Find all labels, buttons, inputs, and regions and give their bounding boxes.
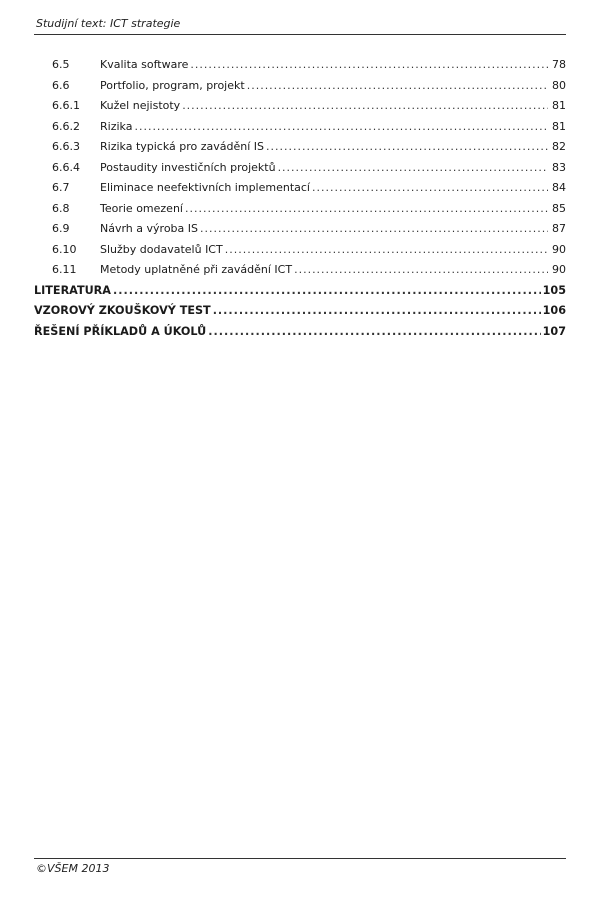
toc-dot-leader	[113, 284, 541, 297]
toc-entry-title: Služby dodavatelů ICT	[100, 242, 223, 256]
toc-entry-title: Návrh a výroba IS	[100, 222, 198, 235]
toc-entry-number: 6.6.2	[52, 119, 80, 133]
toc-main-entry	[34, 284, 566, 305]
toc-entry	[34, 79, 566, 100]
toc-entry-title: Eliminace neefektivních implementací	[100, 181, 310, 194]
toc-entry-page: 81	[552, 119, 566, 133]
toc-main-entry-page: 107	[542, 324, 566, 338]
toc-entry	[34, 58, 566, 79]
toc-dot-leader	[200, 222, 548, 235]
toc-entry-number: 6.9	[52, 222, 70, 235]
toc-dot-leader	[312, 181, 548, 194]
toc-entry-title: Rizika typická pro zavádění IS	[100, 140, 265, 153]
toc-entry	[34, 140, 566, 161]
toc-entry	[34, 243, 566, 264]
toc-entry	[34, 120, 566, 141]
toc-entry-page: 82	[552, 140, 566, 153]
toc-entry-title: Teorie omezení	[100, 201, 183, 215]
toc-main-entry	[34, 304, 566, 325]
toc-entry-page: 87	[552, 222, 566, 235]
toc-dot-leader	[225, 243, 548, 256]
toc-entry-number: 6.5	[52, 58, 70, 71]
toc-dot-leader	[190, 58, 548, 71]
toc-dot-leader	[247, 79, 548, 92]
header-title: Studijní text: ICT strategie	[36, 17, 181, 30]
toc-entry	[34, 202, 566, 223]
toc-dot-leader	[208, 325, 540, 338]
table-of-contents	[34, 58, 566, 345]
toc-entry-number: 6.6.4	[52, 160, 80, 174]
toc-entry-page: 90	[552, 242, 566, 256]
toc-entry-title: Metody uplatněné při zavádění ICT	[100, 263, 293, 276]
toc-entry-title: Kvalita software	[100, 58, 189, 71]
toc-dot-leader	[266, 140, 548, 153]
footer-copyright: ©VŠEM 2013	[36, 862, 110, 875]
toc-dot-leader	[182, 99, 548, 112]
toc-entry	[34, 222, 566, 243]
toc-main-entry	[34, 325, 566, 346]
toc-dot-leader	[294, 263, 548, 276]
toc-entry	[34, 263, 566, 284]
toc-entry-page: 80	[552, 78, 566, 92]
toc-main-entry-title: LITERATURA	[34, 283, 111, 297]
toc-dot-leader	[278, 161, 548, 174]
toc-entry-number: 6.10	[52, 242, 77, 256]
toc-entry-number: 6.8	[52, 201, 70, 215]
toc-entry-number: 6.6.3	[52, 140, 80, 153]
toc-entry-page: 81	[552, 99, 566, 112]
toc-main-entry-page: 105	[542, 283, 566, 297]
toc-entry	[34, 161, 566, 182]
toc-entry-page: 84	[552, 181, 566, 194]
toc-entry-number: 6.6.1	[52, 99, 80, 112]
toc-entry	[34, 181, 566, 202]
toc-main-entry-page: 106	[542, 304, 566, 317]
toc-main-entry-title: ŘEŠENÍ PŘÍKLADŮ A ÚKOLŮ	[34, 324, 207, 338]
toc-entry-title: Kužel nejistoty	[100, 99, 181, 112]
toc-entry-page: 85	[552, 201, 566, 215]
toc-entry-number: 6.7	[52, 181, 70, 194]
toc-entry-title: Rizika	[100, 119, 133, 133]
toc-entry-number: 6.6	[52, 78, 70, 92]
footer-rule	[34, 858, 566, 859]
toc-dot-leader	[134, 120, 548, 133]
toc-entry-number: 6.11	[52, 263, 77, 276]
toc-entry-title: Portfolio, program, projekt	[100, 78, 245, 92]
toc-entry-page: 78	[552, 58, 566, 71]
header-rule	[34, 34, 566, 35]
toc-main-entry-title: VZOROVÝ ZKOUŠKOVÝ TEST	[34, 304, 211, 317]
toc-entry	[34, 99, 566, 120]
toc-dot-leader	[185, 202, 548, 215]
toc-entry-page: 83	[552, 160, 566, 174]
toc-entry-title: Postaudity investičních projektů	[100, 160, 276, 174]
toc-dot-leader	[213, 304, 541, 317]
toc-entry-page: 90	[552, 263, 566, 276]
